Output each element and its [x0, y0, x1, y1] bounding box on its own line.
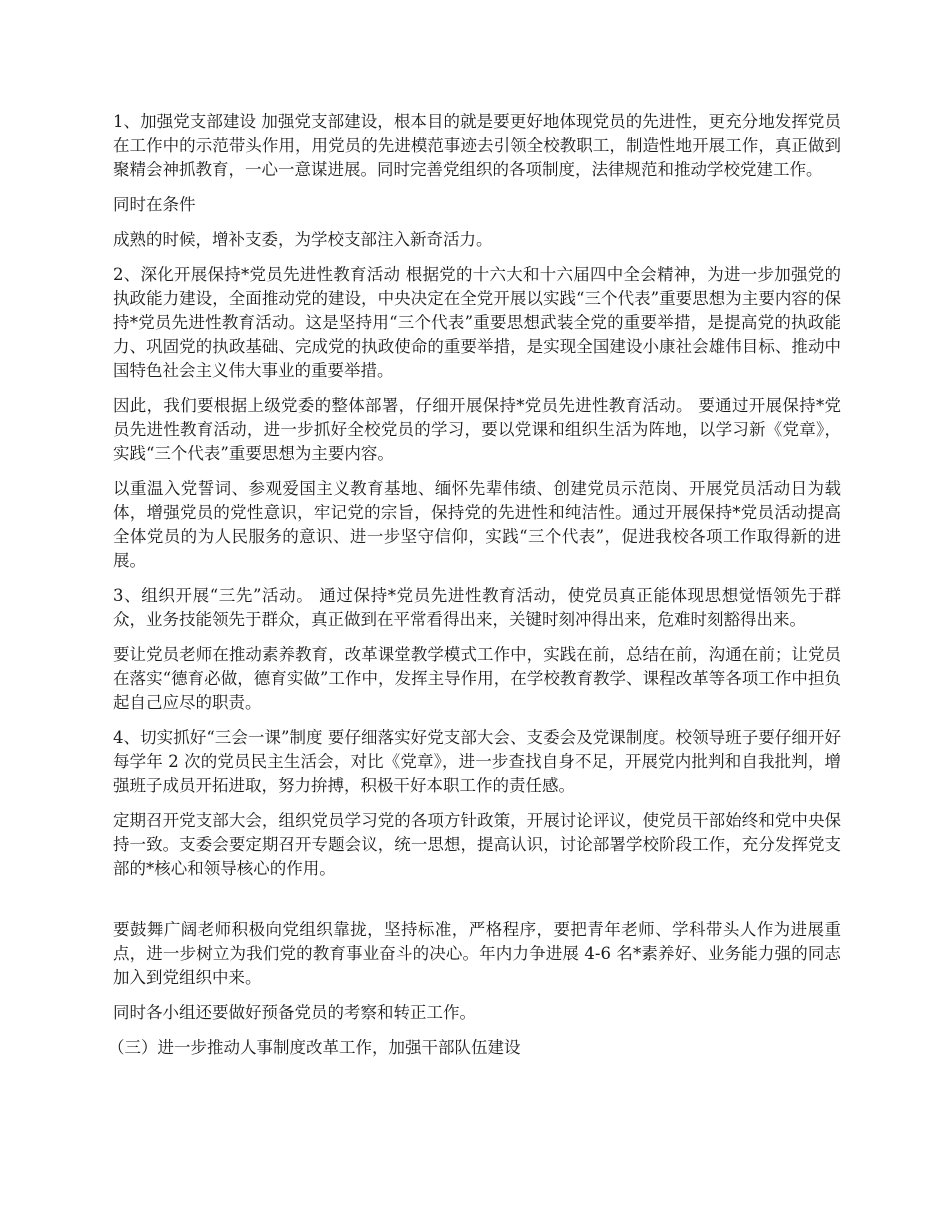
paragraph-deployment: 因此，我们要根据上级党委的整体部署，仔细开展保持*党员先进性教育活动。 要通过开展保持*党员先进性教育活动，进一步抓好全校党员的学习，要以党课和组织生活为阵地，以学习新《党章》，实践“三个代表”重要思想为主要内容。 — [113, 396, 841, 463]
paragraph-activities: 以重温入党誓词、参观爱国主义教育基地、缅怀先辈伟绩、创建党员示范岗、开展党员活动日为载体，增强党员的党性意识，牢记党的宗旨，保持党的先进性和纯洁性。通过开展保持*党员活动提高全体党员的为人民服务的意识、进一步坚守信仰，实践“三个代表”，促进我校各项工作取得新的进展。 — [113, 479, 841, 570]
paragraph-education-campaign: 2、深化开展保持*党员先进性教育活动 根据党的十六大和十六届四中全会精神，为进一步加强党的执政能力建设，全面推动党的建设，中央决定在全党开展以实践“三个代表”重要思想为主要内容的保持*党员先进性教育活动。这是坚持用“三个代表”重要思想武装全党的重要举措，是提高党的执政能力、巩固党的执政基础、完成党的执政使命的重要举措，是实现全国建设小康社会雄伟目标、推动中国特色社会主义伟大事业的重要举措。 — [113, 265, 841, 380]
paragraph-party-branch-building: 1、加强党支部建设 加强党支部建设，根本目的就是要更好地体现党员的先进性，更充分地发挥党员在工作中的示范带头作用，用党员的先进模范事迹去引领全校教职工，制造性地开展工作，真正做到聚精会神抓教育，一心一意谋进展。同时完善党组织的各项制度，法律规范和推动学校党建工作。 — [113, 112, 841, 179]
paragraph-probationary: 同时各小组还要做好预备党员的考察和转正工作。 — [113, 1003, 476, 1022]
paragraph-three-meetings: 4、切实抓好“三会一课”制度 要仔细落实好党支部大会、支委会及党课制度。校领导班子要仔细开好每学年 2 次的党员民主生活会，对比《党章》，进一步查找自身不足，开展党内批判和自我批判，增强班子成员开拓进取，努力拚搏，积极干好本职工作的责任感。 — [113, 728, 841, 795]
paragraph-branch-meetings: 定期召开党支部大会，组织党员学习党的各项方针政策，开展讨论评议，使党员干部始终和党中央保持一致。支委会要定期召开专题会议，统一思想，提高认识，讨论部署学校阶段工作，充分发挥党支部的*核心和领导核心的作用。 — [113, 811, 841, 878]
paragraph-recruitment: 要鼓舞广阔老师积极向党组织靠拢，坚持标准，严格程序，要把青年老师、学科带头人作为进展重点，进一步树立为我们党的教育事业奋斗的决心。年内力争进展 4-6 名*素养好、业务能力强的同志加入到党组织中来。 — [113, 920, 841, 987]
section-heading: （三）进一步推动人事制度改革工作，加强干部队伍建设 — [108, 1038, 521, 1057]
paragraph-conditions: 同时在条件 — [113, 195, 196, 214]
paragraph-teacher-role: 要让党员老师在推动素养教育，改革课堂教学模式工作中，实践在前，总结在前，沟通在前；让党员在落实“德育必做，德育实做”工作中，发挥主导作用，在学校教育教学、课程改革等各项工作中担负起自己应尽的职责。 — [113, 645, 841, 712]
paragraph-spacer — [113, 892, 841, 918]
paragraph-three-first: 3、组织开展“三先”活动。 通过保持*党员先进性教育活动，使党员真正能体现思想觉悟领先于群众，业务技能领先于群众，真正做到在平常看得出来，关键时刻冲得出来，危难时刻豁得出来。 — [113, 586, 841, 629]
document-page — [108, 110, 841, 1071]
paragraph-add-committee: 成熟的时候，增补支委，为学校支部注入新奇活力。 — [113, 230, 493, 249]
